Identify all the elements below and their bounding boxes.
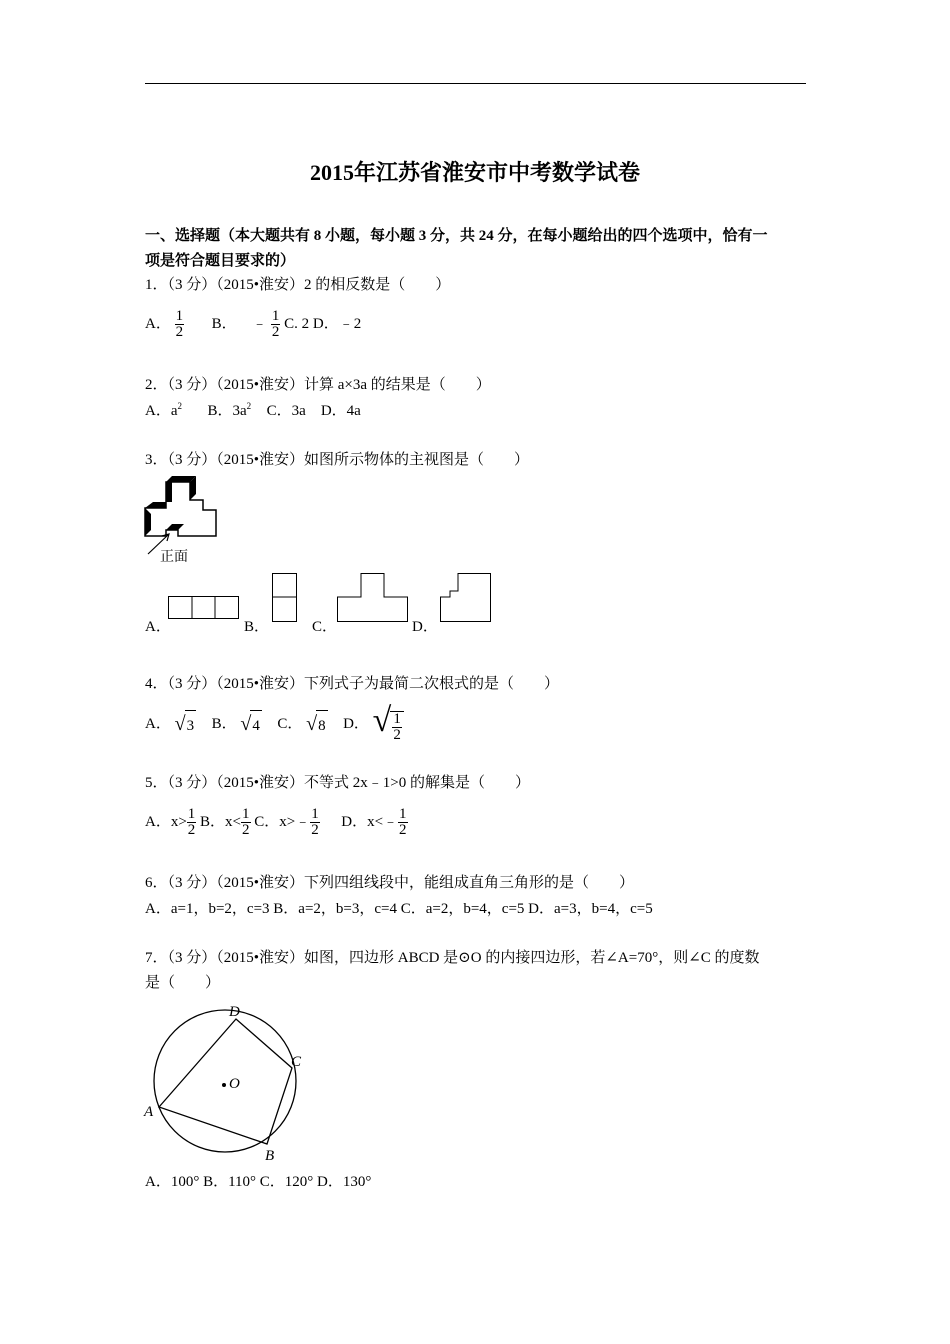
- question-3-stem: 3．（3 分）（2015•淮安）如图所示物体的主视图是（ ）: [145, 452, 530, 468]
- question-4-options: [145, 702, 404, 744]
- question-7-stem-line1: 7．（3 分）（2015•淮安）如图，四边形 ABCD 是⊙O 的内接四边形，若∠A=70°，则∠C 的度数: [145, 950, 760, 966]
- option-a-text: A．a: [145, 403, 178, 419]
- option-c-label: C．x>﹣: [254, 814, 311, 830]
- question-7-options: A．100° B．110° C．120° D．130°: [145, 1174, 372, 1190]
- point-c-label: C: [291, 1054, 302, 1070]
- option-b-label: B．x<: [200, 814, 242, 830]
- option-a-sqrt: √3: [175, 709, 196, 741]
- option-b-sign: ﹣: [252, 316, 268, 332]
- section-heading-line2: 项是符合题目要求的）: [145, 253, 296, 269]
- question-3-option-c-label: C．: [312, 619, 338, 635]
- option-d-sqrt-fraction: √ $\frac{1}{2}$: [373, 706, 404, 743]
- question-3-option-b-label: B．: [244, 619, 270, 635]
- question-1-stem: 1．（3 分）（2015•淮安）2 的相反数是（ ）: [145, 277, 451, 293]
- question-2-options: [145, 401, 361, 419]
- question-1-options: [145, 306, 361, 342]
- option-a-exponent: 2: [177, 401, 182, 411]
- option-a-fraction: $\frac{1}{2}$: [175, 308, 184, 341]
- question-7-stem-line2: 是（ ）: [145, 975, 221, 991]
- option-b-fraction: $\frac{1}{2}$: [242, 806, 250, 839]
- option-d-label: D．x<﹣: [341, 814, 399, 830]
- question-5-options: [145, 804, 408, 840]
- option-b-sqrt: √4: [240, 709, 261, 741]
- page-title: 2015年江苏省淮安市中考数学试卷: [309, 160, 640, 185]
- option-cd-text: C. 2 D．﹣2: [284, 316, 362, 332]
- inscribed-quadrilateral-figure: [140, 1000, 310, 1165]
- option-b-fraction: $\frac{1}{2}$: [271, 308, 280, 341]
- point-o-label: O: [229, 1076, 240, 1092]
- point-b-label: B: [265, 1148, 275, 1164]
- question-3-option-d-label: D．: [412, 619, 438, 635]
- option-a-label: A．: [145, 316, 171, 332]
- option-a-fraction: $\frac{1}{2}$: [187, 806, 196, 839]
- option-c-fraction: $\frac{1}{2}$: [311, 806, 319, 839]
- question-2-stem: 2．（3 分）（2015•淮安）计算 a×3a 的结果是（ ）: [145, 377, 491, 393]
- option-b-stacked-rectangles: [272, 573, 298, 623]
- option-c-label: C．: [277, 715, 303, 732]
- question-4-stem: 4．（3 分）（2015•淮安）下列式子为最简二次根式的是（ ）: [145, 676, 560, 692]
- option-d-label: D．: [343, 715, 369, 732]
- question-6-options: A．a=1，b=2，c=3 B．a=2，b=3，c=4 C．a=2，b=4，c=5 D．a=3，b=4，c=5: [145, 901, 653, 917]
- option-c-t-shape: [337, 573, 409, 623]
- option-b-text: B．3a: [207, 403, 247, 419]
- point-d-label: D: [229, 1004, 240, 1020]
- option-b-label: B．: [211, 316, 237, 332]
- question-3-option-a-label: A．: [145, 619, 171, 635]
- question-6-stem: 6．（3 分）（2015•淮安）下列四组线段中，能组成直角三角形的是（ ）: [145, 875, 635, 891]
- option-a-label: A．: [145, 715, 171, 732]
- option-c-sqrt: √8: [306, 709, 327, 741]
- point-a-label: A: [144, 1104, 154, 1120]
- top-rule: [145, 83, 806, 84]
- option-d-fraction: $\frac{1}{2}$: [399, 806, 407, 839]
- option-cd-text: C．3a D．4a: [266, 403, 361, 419]
- front-view-label: 正面: [160, 549, 188, 565]
- section-heading-line1: 一、选择题（本大题共有 8 小题，每小题 3 分，共 24 分，在每小题给出的四个选项中，恰有一: [145, 228, 768, 244]
- option-d-step-shape: [440, 573, 492, 623]
- option-a-three-rectangles: [168, 596, 240, 620]
- option-b-exponent: 2: [246, 401, 252, 411]
- question-5-stem: 5．（3 分）（2015•淮安）不等式 2x﹣1>0 的解集是（ ）: [145, 775, 530, 791]
- option-a-label: A．x>: [145, 814, 187, 830]
- option-b-label: B．: [211, 715, 237, 732]
